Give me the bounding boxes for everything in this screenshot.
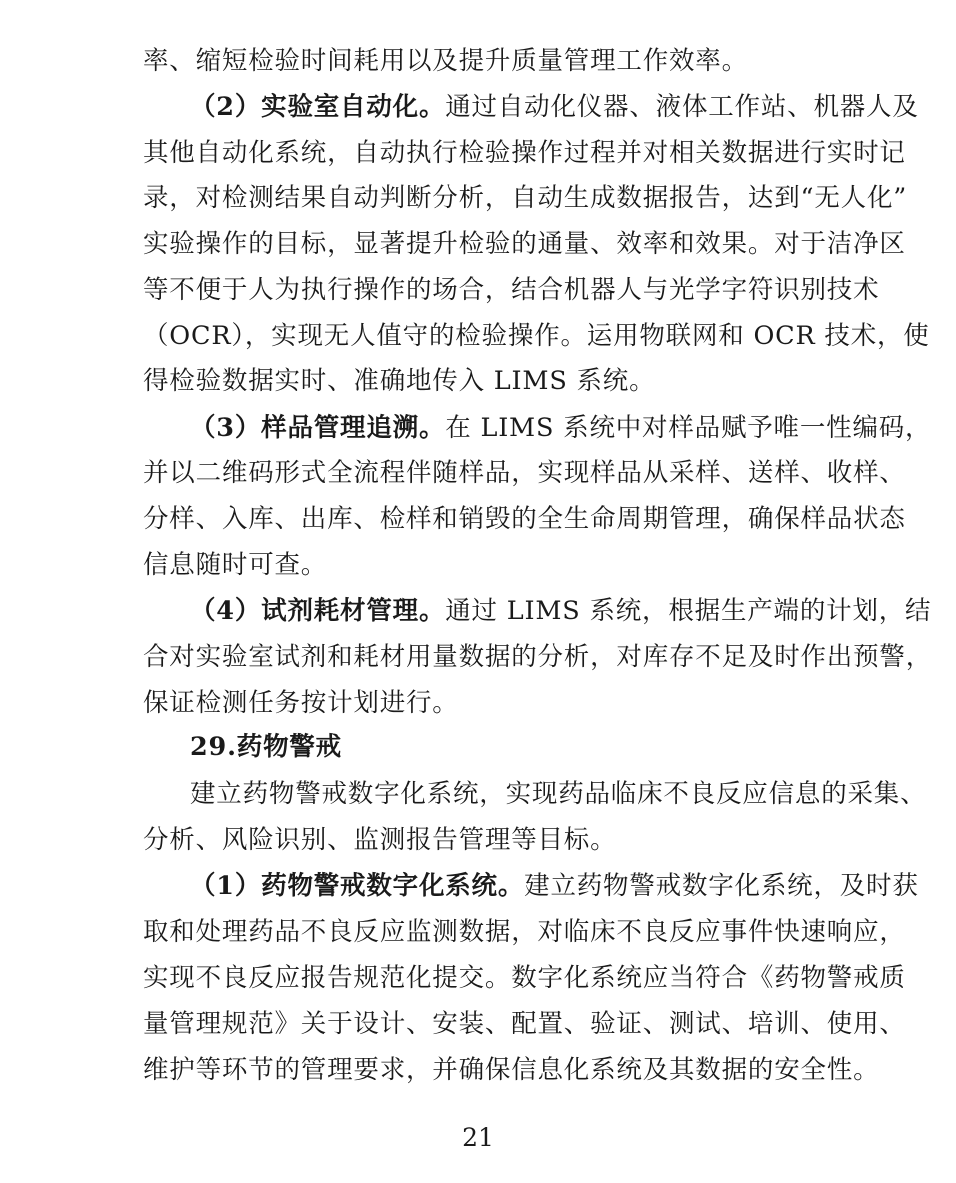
paragraph-line: [0, 175, 956, 221]
bold-lead-text: 29.药物警戒: [190, 732, 342, 762]
paragraph-line: [0, 358, 956, 404]
body-text: 建立药物警戒数字化系统，实现药品临床不良反应信息的采集、: [190, 779, 927, 809]
body-text: 得检验数据实时、准确地传入 LIMS 系统。: [143, 366, 656, 396]
paragraph-line: [0, 267, 956, 313]
bold-lead-text: （1）药物警戒数字化系统。: [190, 871, 525, 901]
body-text: 分样、入库、出库、检样和销毁的全生命周期管理，确保样品状态: [143, 504, 906, 534]
paragraph-line: [0, 909, 956, 955]
body-text: 取和处理药品不良反应监测数据，对临床不良反应事件快速响应，: [143, 917, 906, 947]
paragraph-line: [0, 130, 956, 176]
paragraph-line: [0, 1001, 956, 1047]
body-text: 率、缩短检验时间耗用以及提升质量管理工作效率。: [143, 46, 748, 76]
body-text: 等不便于人为执行操作的场合，结合机器人与光学字符识别技术: [143, 275, 880, 305]
paragraph-line: [0, 405, 956, 451]
page-number: 21: [462, 1123, 494, 1152]
body-text: 实验操作的目标，显著提升检验的通量、效率和效果。对于洁净区: [143, 229, 906, 259]
paragraph-line: [0, 1047, 956, 1093]
paragraph-line: [0, 496, 956, 542]
bold-lead-text: （3）样品管理追溯。: [190, 413, 446, 443]
body-text: 录，对检测结果自动判断分析，自动生成数据报告，达到“无人化”: [143, 183, 908, 213]
paragraph-line: [0, 450, 956, 496]
body-text: 分析、风险识别、监测报告管理等目标。: [143, 825, 617, 855]
paragraph-line: [0, 84, 956, 130]
bold-lead-text: （4）试剂耗材管理。: [190, 596, 446, 626]
paragraph-line: [0, 955, 956, 1001]
bold-lead-text: （2）实验室自动化。: [190, 92, 446, 122]
body-text: 信息随时可查。: [143, 550, 328, 580]
body-text: （OCR），实现无人值守的检验操作。运用物联网和 OCR 技术，使: [143, 321, 930, 351]
section-heading: [0, 724, 956, 770]
paragraph-line: [0, 771, 956, 817]
body-text: 在 LIMS 系统中对样品赋予唯一性编码，: [445, 413, 932, 443]
body-text: 保证检测任务按计划进行。: [143, 688, 459, 718]
body-text: 合对实验室试剂和耗材用量数据的分析，对库存不足及时作出预警，: [143, 642, 933, 672]
body-text: 通过自动化仪器、液体工作站、机器人及: [445, 92, 919, 122]
paragraph-line: [0, 817, 956, 863]
body-text: 维护等环节的管理要求，并确保信息化系统及其数据的安全性。: [143, 1055, 880, 1085]
body-text: 其他自动化系统，自动执行检验操作过程并对相关数据进行实时记: [143, 138, 906, 168]
paragraph-line: [0, 38, 956, 84]
paragraph-line: [0, 863, 956, 909]
paragraph-line: [0, 588, 956, 634]
body-text: 通过 LIMS 系统，根据生产端的计划，结: [445, 596, 932, 626]
body-text: 并以二维码形式全流程伴随样品，实现样品从采样、送样、收样、: [143, 458, 906, 488]
paragraph-line: [0, 634, 956, 680]
paragraph-line: [0, 221, 956, 267]
body-text: 实现不良反应报告规范化提交。数字化系统应当符合《药物警戒质: [143, 963, 906, 993]
paragraph-line: [0, 313, 956, 359]
body-text: 量管理规范》关于设计、安装、配置、验证、测试、培训、使用、: [143, 1009, 906, 1039]
body-text: 建立药物警戒数字化系统，及时获: [524, 871, 919, 901]
paragraph-line: [0, 542, 956, 588]
paragraph-line: [0, 680, 956, 726]
